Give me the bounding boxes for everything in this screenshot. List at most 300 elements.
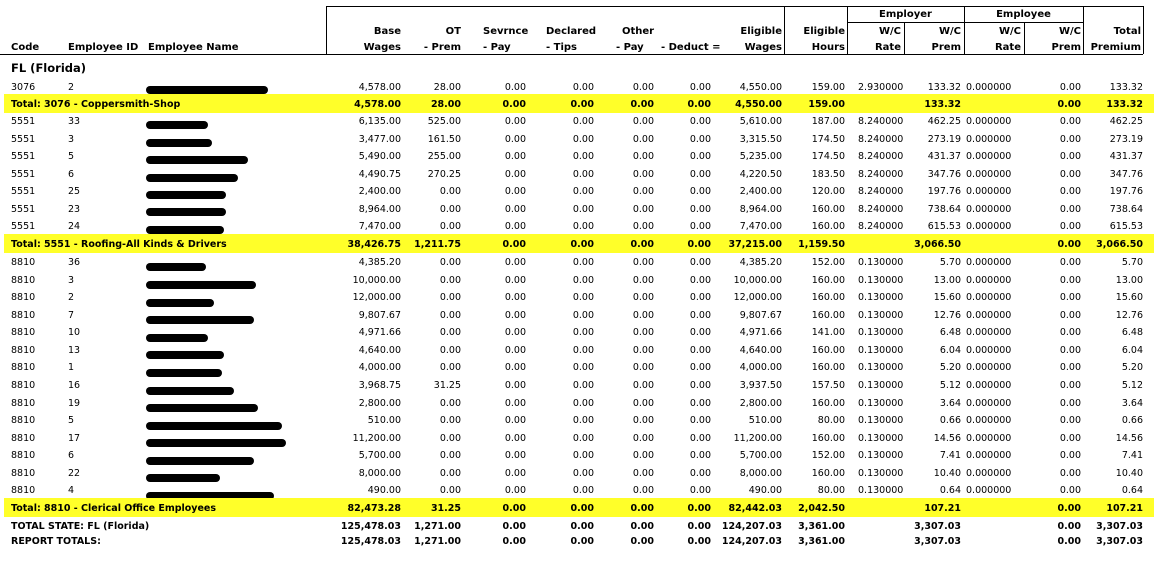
redacted-employee-name	[146, 404, 258, 412]
cell-eligible-wages: 2,400.00	[739, 186, 782, 197]
cell-ee-rate: 0.000000	[966, 362, 1012, 373]
cell-eligible-hours: 141.00	[811, 327, 845, 338]
cell-eligible-hours: 152.00	[811, 257, 845, 268]
cell-ee-prem: 0.00	[1059, 450, 1081, 461]
cell-ee-prem: 0.00	[1059, 186, 1081, 197]
cell-er-rate: 0.130000	[858, 257, 904, 268]
redacted-employee-name	[146, 86, 268, 94]
cell-severance-pay: 0.00	[504, 186, 526, 197]
cell-ot-prem: 31.25	[433, 380, 461, 391]
cell-er-rate: 0.130000	[858, 275, 904, 286]
cell-er-prem: 6.48	[939, 327, 961, 338]
cell-total-premium: 0.66	[1121, 415, 1143, 426]
cell-severance-pay: 0.00	[504, 485, 526, 496]
header-decl-1: Declared	[546, 26, 597, 37]
row-code: 8810	[11, 345, 36, 356]
cell-eligible-hours: 152.00	[811, 450, 845, 461]
cell-ee-rate: 0.000000	[966, 292, 1012, 303]
row-employee-id: 3	[68, 275, 75, 286]
cell-base-wages: 5,700.00	[358, 450, 401, 461]
header-total-1: Total	[1113, 26, 1141, 37]
cell-ee-prem: 0.00	[1059, 362, 1081, 373]
cell-deduct: 0.00	[689, 310, 711, 321]
cell-eligible-hours: 159.00	[808, 99, 845, 110]
cell-other-pay: 0.00	[630, 521, 654, 532]
cell-ee-prem: 0.00	[1059, 116, 1081, 127]
cell-er-prem: 3,307.03	[914, 521, 961, 532]
cell-ot-prem: 28.00	[433, 82, 461, 93]
cell-total-premium: 3.64	[1121, 398, 1143, 409]
cell-er-prem: 0.64	[939, 485, 961, 496]
cell-eligible-wages: 5,700.00	[739, 450, 782, 461]
cell-severance-pay: 0.00	[504, 415, 526, 426]
cell-ot-prem: 161.50	[427, 134, 461, 145]
cell-declared-tips: 0.00	[572, 204, 594, 215]
cell-er-prem: 615.53	[927, 221, 961, 232]
cell-declared-tips: 0.00	[572, 151, 594, 162]
cell-ee-prem: 0.00	[1059, 380, 1081, 391]
row-employee-id: 2	[68, 82, 75, 93]
cell-ee-prem: 0.00	[1057, 503, 1081, 514]
cell-eligible-wages: 4,220.50	[739, 169, 782, 180]
cell-er-prem: 273.19	[927, 134, 961, 145]
header-ee-prem-1: W/C	[1058, 26, 1081, 37]
cell-ot-prem: 31.25	[430, 503, 461, 514]
cell-ot-prem: 0.00	[439, 292, 461, 303]
cell-eligible-hours: 160.00	[811, 345, 845, 356]
cell-other-pay: 0.00	[632, 345, 654, 356]
row-employee-id: 2	[68, 292, 75, 303]
cell-severance-pay: 0.00	[504, 433, 526, 444]
cell-total-premium: 347.76	[1109, 169, 1143, 180]
cell-eligible-wages: 9,807.67	[739, 310, 782, 321]
cell-eligible-hours: 160.00	[811, 221, 845, 232]
cell-deduct: 0.00	[687, 521, 711, 532]
cell-other-pay: 0.00	[632, 485, 654, 496]
cell-eligible-hours: 3,361.00	[798, 521, 845, 532]
cell-total-premium: 3,307.03	[1096, 536, 1143, 547]
cell-ee-rate: 0.000000	[966, 221, 1012, 232]
cell-base-wages: 11,200.00	[352, 433, 401, 444]
cell-eligible-wages: 4,385.20	[739, 257, 782, 268]
cell-eligible-hours: 174.50	[811, 134, 845, 145]
cell-deduct: 0.00	[689, 134, 711, 145]
row-code: 8810	[11, 468, 36, 479]
cell-eligible-hours: 160.00	[811, 310, 845, 321]
group-underline-employer	[847, 22, 964, 23]
cell-other-pay: 0.00	[632, 380, 654, 391]
cell-other-pay: 0.00	[630, 99, 654, 110]
cell-base-wages: 8,000.00	[358, 468, 401, 479]
cell-er-prem: 107.21	[924, 503, 961, 514]
cell-er-prem: 3,066.50	[914, 239, 961, 250]
cell-base-wages: 4,490.75	[358, 169, 401, 180]
cell-total-premium: 133.32	[1106, 99, 1143, 110]
cell-eligible-hours: 1,159.50	[798, 239, 845, 250]
cell-base-wages: 8,964.00	[358, 204, 401, 215]
redacted-employee-name	[146, 316, 254, 324]
cell-base-wages: 12,000.00	[352, 292, 401, 303]
redacted-employee-name	[146, 299, 214, 307]
cell-eligible-wages: 5,610.00	[739, 116, 782, 127]
cell-other-pay: 0.00	[632, 415, 654, 426]
cell-total-premium: 5.20	[1121, 362, 1143, 373]
row-code: 8810	[11, 398, 36, 409]
header-er-rate-2: Rate	[874, 42, 901, 53]
row-employee-id: 1	[68, 362, 75, 373]
cell-er-prem: 738.64	[927, 204, 961, 215]
cell-declared-tips: 0.00	[572, 345, 594, 356]
cell-er-rate: 0.130000	[858, 345, 904, 356]
header-er-prem-2: Prem	[931, 42, 961, 53]
cell-er-rate: 8.240000	[858, 221, 904, 232]
row-code: 8810	[11, 362, 36, 373]
row-code: 8810	[11, 415, 36, 426]
cell-base-wages: 4,385.20	[358, 257, 401, 268]
cell-severance-pay: 0.00	[504, 82, 526, 93]
cell-other-pay: 0.00	[632, 169, 654, 180]
cell-deduct: 0.00	[687, 536, 711, 547]
header-er-rate-1: W/C	[878, 26, 901, 37]
cell-eligible-wages: 3,315.50	[739, 134, 782, 145]
cell-ee-rate: 0.000000	[966, 82, 1012, 93]
cell-other-pay: 0.00	[630, 536, 654, 547]
cell-total-premium: 273.19	[1109, 134, 1143, 145]
cell-declared-tips: 0.00	[572, 221, 594, 232]
cell-declared-tips: 0.00	[572, 82, 594, 93]
cell-ot-prem: 1,211.75	[414, 239, 461, 250]
header-sev-1: Sevrnce	[483, 26, 529, 37]
cell-declared-tips: 0.00	[570, 536, 594, 547]
cell-ot-prem: 0.00	[439, 204, 461, 215]
cell-deduct: 0.00	[687, 239, 711, 250]
cell-eligible-hours: 160.00	[811, 362, 845, 373]
cell-ee-prem: 0.00	[1059, 292, 1081, 303]
cell-er-prem: 6.04	[939, 345, 961, 356]
cell-ot-prem: 0.00	[439, 415, 461, 426]
cell-base-wages: 125,478.03	[340, 521, 401, 532]
redacted-employee-name	[146, 334, 208, 342]
cell-deduct: 0.00	[689, 186, 711, 197]
state-label: FL (Florida)	[11, 61, 87, 75]
header-employer: Employer	[879, 9, 932, 20]
cell-deduct: 0.00	[689, 221, 711, 232]
cell-ee-prem: 0.00	[1059, 169, 1081, 180]
header-ee-prem-2: Prem	[1051, 42, 1081, 53]
cell-declared-tips: 0.00	[572, 398, 594, 409]
header-code: Code	[11, 42, 40, 53]
cell-deduct: 0.00	[689, 380, 711, 391]
cell-declared-tips: 0.00	[570, 521, 594, 532]
cell-ot-prem: 270.25	[427, 169, 461, 180]
cell-severance-pay: 0.00	[502, 239, 526, 250]
cell-base-wages: 4,578.00	[354, 99, 401, 110]
cell-er-prem: 133.32	[924, 99, 961, 110]
cell-er-prem: 133.32	[927, 82, 961, 93]
cell-er-rate: 8.240000	[858, 204, 904, 215]
cell-declared-tips: 0.00	[570, 239, 594, 250]
header-deduct-2: - Deduct =	[661, 42, 721, 53]
cell-er-prem: 5.70	[939, 257, 961, 268]
group-underline-employee	[964, 22, 1083, 23]
redacted-employee-name	[146, 174, 238, 182]
cell-eligible-wages: 490.00	[748, 485, 782, 496]
cell-eligible-hours: 120.00	[811, 186, 845, 197]
cell-severance-pay: 0.00	[504, 292, 526, 303]
cell-eligible-wages: 4,000.00	[739, 362, 782, 373]
cell-ee-prem: 0.00	[1059, 433, 1081, 444]
cell-eligible-wages: 8,964.00	[739, 204, 782, 215]
cell-eligible-hours: 3,361.00	[798, 536, 845, 547]
cell-er-prem: 347.76	[927, 169, 961, 180]
cell-er-rate: 2.930000	[858, 82, 904, 93]
cell-severance-pay: 0.00	[504, 398, 526, 409]
cell-ee-rate: 0.000000	[966, 169, 1012, 180]
cell-total-premium: 107.21	[1106, 503, 1143, 514]
cell-other-pay: 0.00	[632, 204, 654, 215]
cell-declared-tips: 0.00	[572, 257, 594, 268]
row-employee-id: 19	[68, 398, 81, 409]
redacted-employee-name	[146, 474, 220, 482]
redacted-employee-name	[146, 351, 224, 359]
cell-ot-prem: 0.00	[439, 398, 461, 409]
header-employee: Employee	[996, 9, 1051, 20]
cell-base-wages: 82,473.28	[347, 503, 401, 514]
cell-total-premium: 5.12	[1121, 380, 1143, 391]
cell-deduct: 0.00	[689, 82, 711, 93]
cell-ot-prem: 525.00	[427, 116, 461, 127]
cell-declared-tips: 0.00	[572, 362, 594, 373]
cell-declared-tips: 0.00	[570, 99, 594, 110]
cell-deduct: 0.00	[689, 415, 711, 426]
cell-deduct: 0.00	[687, 503, 711, 514]
cell-ee-rate: 0.000000	[966, 134, 1012, 145]
row-code: 5551	[11, 186, 36, 197]
cell-eligible-wages: 7,470.00	[739, 221, 782, 232]
cell-severance-pay: 0.00	[504, 257, 526, 268]
cell-er-rate: 0.130000	[858, 327, 904, 338]
header-employee-name: Employee Name	[148, 42, 239, 53]
subtotal-label: Total: 5551 - Roofing-All Kinds & Drivers	[11, 239, 227, 250]
cell-ee-prem: 0.00	[1057, 521, 1081, 532]
cell-declared-tips: 0.00	[572, 275, 594, 286]
cell-ee-prem: 0.00	[1057, 239, 1081, 250]
redacted-employee-name	[146, 139, 212, 147]
cell-other-pay: 0.00	[632, 310, 654, 321]
column-divider	[784, 6, 785, 54]
cell-er-prem: 0.66	[939, 415, 961, 426]
cell-ot-prem: 0.00	[439, 257, 461, 268]
cell-eligible-wages: 82,442.03	[728, 503, 782, 514]
row-employee-id: 4	[68, 485, 75, 496]
cell-eligible-hours: 183.50	[811, 169, 845, 180]
cell-severance-pay: 0.00	[504, 116, 526, 127]
grand-total-label: REPORT TOTALS:	[11, 536, 101, 547]
cell-ee-prem: 0.00	[1059, 327, 1081, 338]
cell-declared-tips: 0.00	[570, 503, 594, 514]
cell-base-wages: 3,477.00	[358, 134, 401, 145]
cell-ee-prem: 0.00	[1059, 257, 1081, 268]
column-divider	[1024, 22, 1025, 54]
header-ot-1: OT	[445, 26, 461, 37]
cell-total-premium: 6.04	[1121, 345, 1143, 356]
cell-ee-rate: 0.000000	[966, 116, 1012, 127]
cell-other-pay: 0.00	[632, 362, 654, 373]
cell-ot-prem: 0.00	[439, 362, 461, 373]
cell-er-rate: 8.240000	[858, 186, 904, 197]
header-total-2: Premium	[1090, 42, 1141, 53]
subtotal-label: Total: 3076 - Coppersmith-Shop	[11, 99, 181, 110]
cell-er-rate: 0.130000	[858, 362, 904, 373]
cell-ee-prem: 0.00	[1059, 485, 1081, 496]
cell-other-pay: 0.00	[632, 433, 654, 444]
cell-declared-tips: 0.00	[572, 186, 594, 197]
cell-eligible-wages: 5,235.00	[739, 151, 782, 162]
row-code: 8810	[11, 485, 36, 496]
cell-other-pay: 0.00	[630, 239, 654, 250]
cell-other-pay: 0.00	[630, 503, 654, 514]
cell-other-pay: 0.00	[632, 82, 654, 93]
redacted-employee-name	[146, 439, 286, 447]
cell-ee-rate: 0.000000	[966, 485, 1012, 496]
cell-severance-pay: 0.00	[504, 204, 526, 215]
cell-severance-pay: 0.00	[504, 169, 526, 180]
cell-ee-prem: 0.00	[1059, 345, 1081, 356]
cell-severance-pay: 0.00	[504, 310, 526, 321]
redacted-employee-name	[146, 156, 248, 164]
cell-ee-rate: 0.000000	[966, 275, 1012, 286]
cell-total-premium: 3,307.03	[1096, 521, 1143, 532]
cell-severance-pay: 0.00	[504, 380, 526, 391]
cell-eligible-hours: 160.00	[811, 468, 845, 479]
cell-ee-rate: 0.000000	[966, 468, 1012, 479]
cell-other-pay: 0.00	[632, 134, 654, 145]
cell-er-prem: 5.20	[939, 362, 961, 373]
cell-er-rate: 0.130000	[858, 450, 904, 461]
cell-deduct: 0.00	[689, 116, 711, 127]
cell-severance-pay: 0.00	[504, 362, 526, 373]
header-sev-2: - Pay	[483, 42, 511, 53]
cell-total-premium: 431.37	[1109, 151, 1143, 162]
cell-deduct: 0.00	[689, 398, 711, 409]
cell-ot-prem: 0.00	[439, 275, 461, 286]
cell-ot-prem: 1,271.00	[414, 521, 461, 532]
cell-ee-rate: 0.000000	[966, 327, 1012, 338]
cell-other-pay: 0.00	[632, 292, 654, 303]
cell-ee-rate: 0.000000	[966, 204, 1012, 215]
cell-eligible-wages: 8,000.00	[739, 468, 782, 479]
header-decl-2: - Tips	[546, 42, 577, 53]
cell-total-premium: 13.00	[1115, 275, 1143, 286]
cell-eligible-wages: 2,800.00	[739, 398, 782, 409]
cell-total-premium: 462.25	[1109, 116, 1143, 127]
cell-ot-prem: 1,271.00	[414, 536, 461, 547]
redacted-employee-name	[146, 263, 206, 271]
cell-total-premium: 14.56	[1115, 433, 1143, 444]
redacted-employee-name	[146, 226, 224, 234]
cell-er-prem: 14.56	[933, 433, 961, 444]
cell-ee-rate: 0.000000	[966, 433, 1012, 444]
row-employee-id: 5	[68, 151, 75, 162]
redacted-employee-name	[146, 208, 226, 216]
cell-declared-tips: 0.00	[572, 485, 594, 496]
cell-er-rate: 8.240000	[858, 116, 904, 127]
cell-ee-prem: 0.00	[1059, 398, 1081, 409]
cell-base-wages: 4,971.66	[358, 327, 401, 338]
cell-eligible-wages: 37,215.00	[728, 239, 782, 250]
cell-base-wages: 510.00	[367, 415, 401, 426]
row-employee-id: 33	[68, 116, 81, 127]
redacted-employee-name	[146, 387, 234, 395]
row-code: 8810	[11, 257, 36, 268]
row-employee-id: 36	[68, 257, 81, 268]
cell-declared-tips: 0.00	[572, 415, 594, 426]
row-code: 8810	[11, 292, 36, 303]
cell-ee-rate: 0.000000	[966, 415, 1012, 426]
cell-ot-prem: 0.00	[439, 221, 461, 232]
cell-deduct: 0.00	[689, 327, 711, 338]
cell-eligible-hours: 2,042.50	[798, 503, 845, 514]
cell-ee-prem: 0.00	[1057, 536, 1081, 547]
cell-eligible-hours: 174.50	[811, 151, 845, 162]
cell-er-rate: 0.130000	[858, 433, 904, 444]
cell-eligible-hours: 157.50	[811, 380, 845, 391]
cell-total-premium: 133.32	[1109, 82, 1143, 93]
cell-er-rate: 0.130000	[858, 485, 904, 496]
row-employee-id: 7	[68, 310, 75, 321]
cell-er-prem: 15.60	[933, 292, 961, 303]
cell-er-prem: 197.76	[927, 186, 961, 197]
cell-severance-pay: 0.00	[502, 536, 526, 547]
cell-er-prem: 10.40	[933, 468, 961, 479]
cell-eligible-wages: 4,550.00	[739, 82, 782, 93]
cell-ee-rate: 0.000000	[966, 345, 1012, 356]
cell-ee-rate: 0.000000	[966, 398, 1012, 409]
cell-eligible-wages: 510.00	[748, 415, 782, 426]
cell-eligible-wages: 4,550.00	[735, 99, 782, 110]
cell-er-rate: 8.240000	[858, 169, 904, 180]
cell-ee-rate: 0.000000	[966, 186, 1012, 197]
cell-ee-prem: 0.00	[1059, 275, 1081, 286]
cell-declared-tips: 0.00	[572, 116, 594, 127]
header-other-1: Other	[622, 26, 655, 37]
cell-declared-tips: 0.00	[572, 468, 594, 479]
cell-er-prem: 431.37	[927, 151, 961, 162]
cell-declared-tips: 0.00	[572, 450, 594, 461]
cell-deduct: 0.00	[689, 345, 711, 356]
row-code: 5551	[11, 151, 36, 162]
cell-deduct: 0.00	[689, 275, 711, 286]
cell-ee-rate: 0.000000	[966, 450, 1012, 461]
row-code: 5551	[11, 116, 36, 127]
cell-eligible-hours: 80.00	[817, 415, 845, 426]
cell-eligible-wages: 3,937.50	[739, 380, 782, 391]
cell-severance-pay: 0.00	[504, 450, 526, 461]
cell-deduct: 0.00	[689, 292, 711, 303]
row-employee-id: 23	[68, 204, 81, 215]
cell-er-prem: 12.76	[933, 310, 961, 321]
cell-severance-pay: 0.00	[504, 327, 526, 338]
cell-declared-tips: 0.00	[572, 134, 594, 145]
cell-ee-prem: 0.00	[1059, 415, 1081, 426]
row-code: 5551	[11, 134, 36, 145]
cell-er-rate: 8.240000	[858, 151, 904, 162]
row-code: 8810	[11, 327, 36, 338]
cell-ot-prem: 255.00	[427, 151, 461, 162]
redacted-employee-name	[146, 369, 222, 377]
cell-ee-prem: 0.00	[1059, 82, 1081, 93]
cell-eligible-hours: 160.00	[811, 204, 845, 215]
